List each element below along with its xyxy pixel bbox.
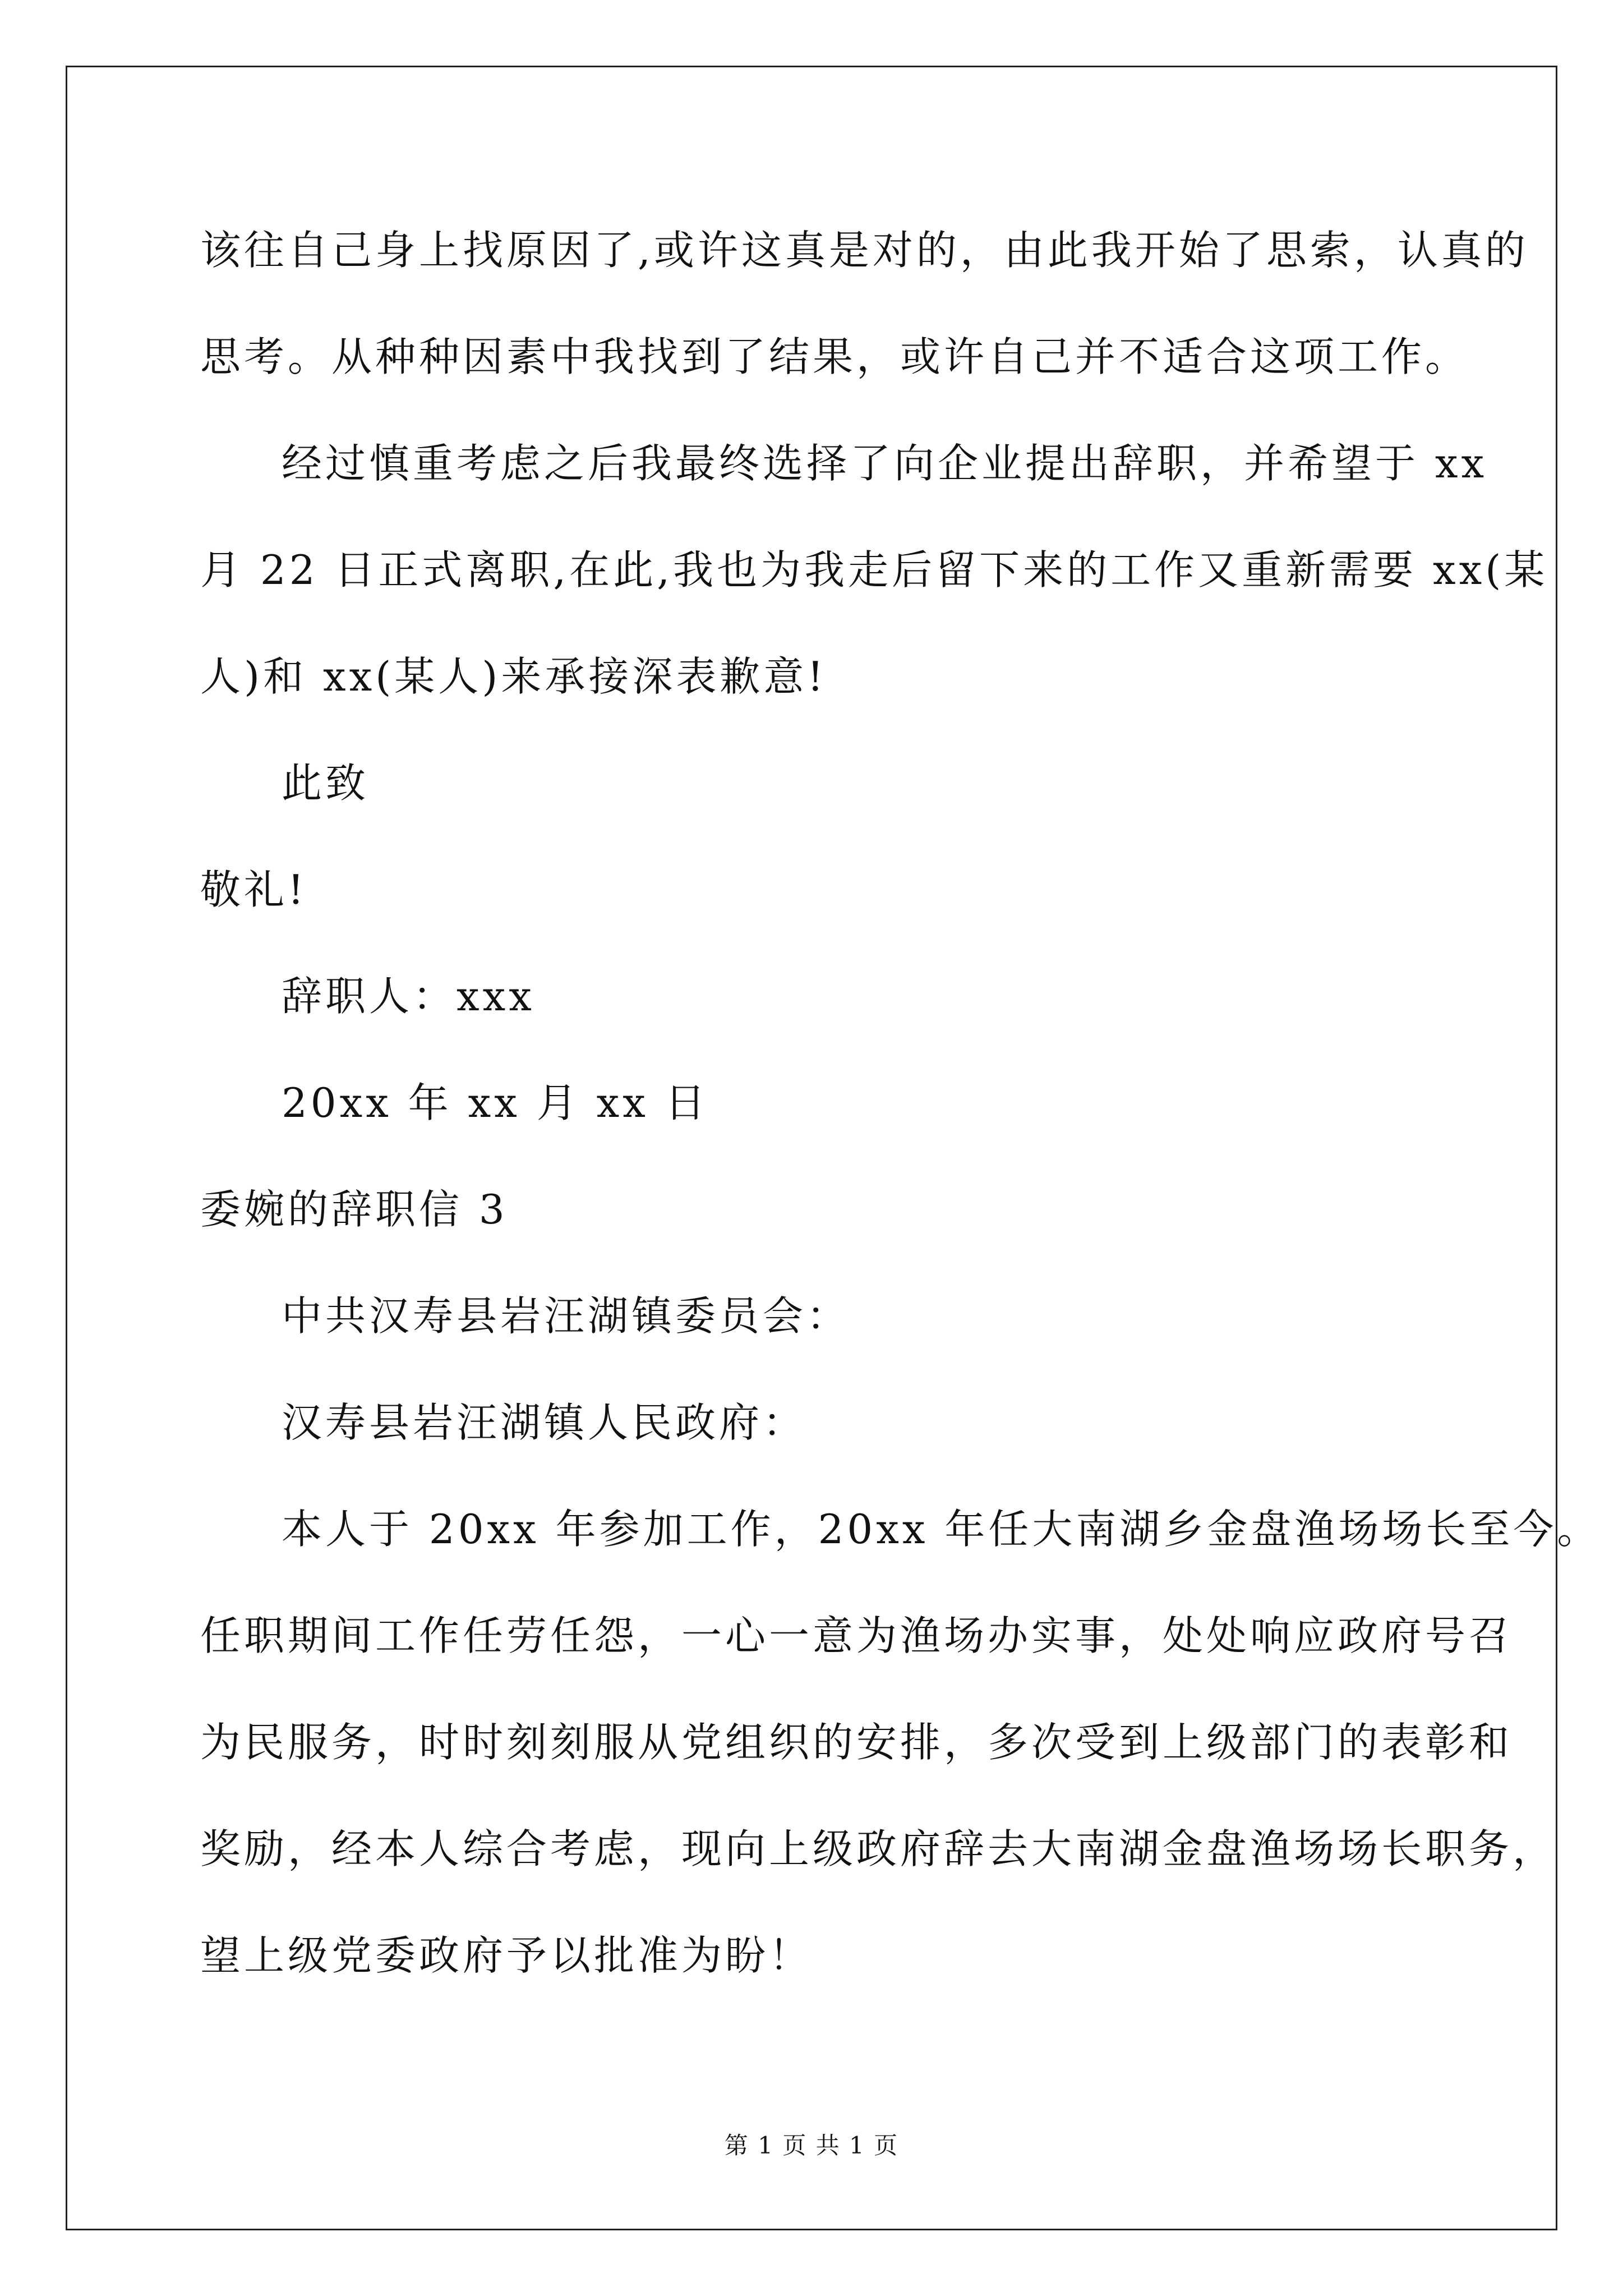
page-number-footer: 第 1 页 共 1 页 xyxy=(724,2132,899,2159)
section-title: 委婉的辞职信 3 xyxy=(200,1186,508,1233)
paragraph-line: 月 22 日正式离职,在此,我也为我走后留下来的工作又重新需要 xx(某 xyxy=(200,546,1548,593)
paragraph-line: 思考。从种种因素中我找到了结果，或许自己并不适合这项工作。 xyxy=(200,333,1469,380)
paragraph-line: 望上级党委政府予以批准为盼！ xyxy=(200,1932,813,1979)
paragraph-line: 任职期间工作任劳任怨，一心一意为渔场办实事，处处响应政府号召 xyxy=(200,1612,1513,1659)
paragraph-line: 人)和 xx(某人)来承接深表歉意! xyxy=(200,653,827,700)
paragraph-line: 本人于 20xx 年参加工作，20xx 年任大南湖乡金盘渔场场长至今。 xyxy=(282,1506,1601,1553)
signature-line: 辞职人：xxx xyxy=(282,973,535,1020)
closing-salutation: 此致 xyxy=(282,760,370,807)
paragraph-line: 为民服务，时时刻刻服从党组织的安排，多次受到上级部门的表彰和 xyxy=(200,1719,1513,1766)
date-line: 20xx 年 xx 月 xx 日 xyxy=(282,1079,709,1126)
addressee-line: 中共汉寿县岩汪湖镇委员会： xyxy=(282,1292,851,1340)
paragraph-line: 奖励，经本人综合考虑，现向上级政府辞去大南湖金盘渔场场长职务， xyxy=(200,1825,1557,1872)
addressee-line: 汉寿县岩汪湖镇人民政府： xyxy=(282,1399,807,1446)
closing-regards: 敬礼! xyxy=(200,866,307,913)
paragraph-line: 该往自己身上找原因了,或许这真是对的，由此我开始了思索，认真的 xyxy=(200,227,1529,274)
page-frame xyxy=(66,66,1557,2230)
paragraph-line: 经过慎重考虑之后我最终选择了向企业提出辞职，并希望于 xx xyxy=(282,440,1488,487)
